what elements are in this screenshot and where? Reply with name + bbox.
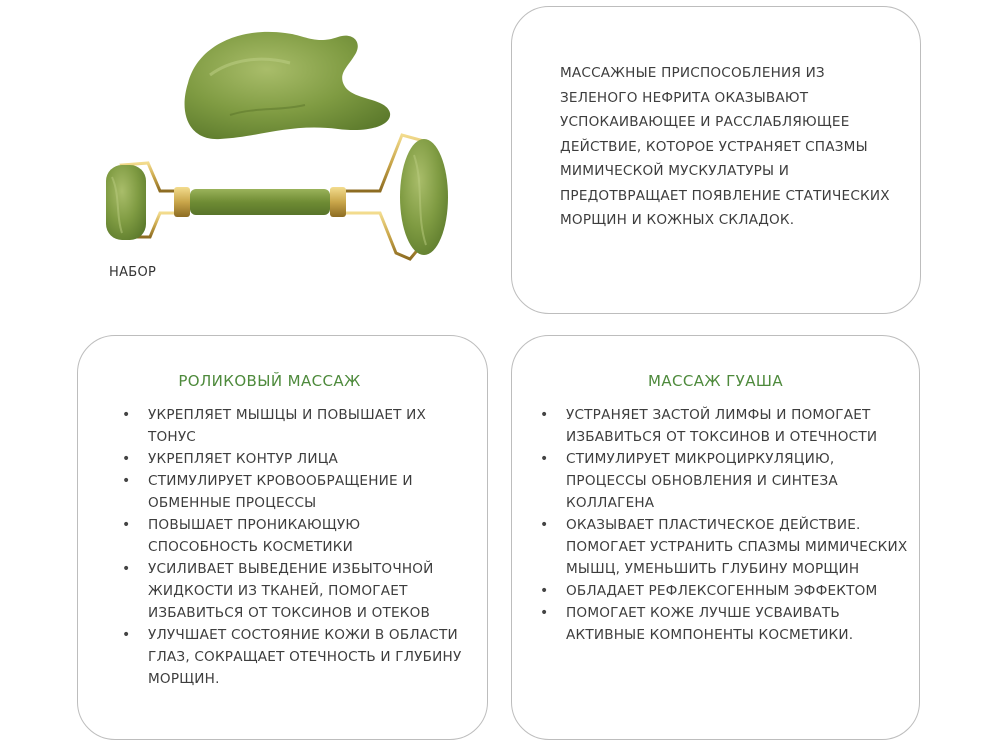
intro-text: МАССАЖНЫЕ ПРИСПОСОБЛЕНИЯ ИЗ ЗЕЛЕНОГО НЕФРИТА ОКАЗЫВАЮТ УСПОКАИВАЮЩЕЕ И РАССЛАБЛЯЮЩЕЕ ДЕЙСТВИЕ, КОТОРОЕ УСТРАНЯЕТ СПАЗМЫ МИМИЧЕСКОЙ МУСКУЛАТУРЫ И ПРЕДОТВРАЩАЕТ ПОЯВЛЕНИЕ СТАТИЧЕСКИХ МОРЩИН И КОЖНЫХ СКЛАДОК. bbox=[560, 65, 890, 228]
list-item: • УКРЕПЛЯЕТ МЫШЦЫ И ПОВЫШАЕТ ИХ ТОНУС bbox=[119, 404, 464, 448]
list-item: • ПОМОГАЕТ КОЖЕ ЛУЧШЕ УСВАИВАТЬ АКТИВНЫЕ КОМПОНЕНТЫ КОСМЕТИКИ. bbox=[537, 602, 912, 646]
jade-roller bbox=[106, 135, 448, 259]
roller-massage-title: РОЛИКОВЫЙ МАССАЖ bbox=[178, 372, 361, 390]
gua-sha-massage-title: МАССАЖ ГУАША bbox=[648, 372, 783, 390]
gua-sha-benefits-list bbox=[537, 404, 912, 646]
list-item: • ПОВЫШАЕТ ПРОНИКАЮЩУЮ СПОСОБНОСТЬ КОСМЕТИКИ bbox=[119, 514, 464, 558]
list-item: • ОКАЗЫВАЕТ ПЛАСТИЧЕСКОЕ ДЕЙСТВИЕ. ПОМОГАЕТ УСТРАНИТЬ СПАЗМЫ МИМИЧЕСКИХ МЫШЦ, УМЕНЬШИТЬ ГЛУБИНУ МОРЩИН bbox=[537, 514, 912, 580]
list-item: • УЛУЧШАЕТ СОСТОЯНИЕ КОЖИ В ОБЛАСТИ ГЛАЗ, СОКРАЩАЕТ ОТЕЧНОСТЬ И ГЛУБИНУ МОРЩИН. bbox=[119, 624, 464, 690]
roller-benefits-list bbox=[119, 404, 464, 690]
list-item: • УСИЛИВАЕТ ВЫВЕДЕНИЕ ИЗБЫТОЧНОЙ ЖИДКОСТИ ИЗ ТКАНЕЙ, ПОМОГАЕТ ИЗБАВИТЬСЯ ОТ ТОКСИНОВ И ОТЕКОВ bbox=[119, 558, 464, 624]
list-item: • СТИМУЛИРУЕТ КРОВООБРАЩЕНИЕ И ОБМЕННЫЕ ПРОЦЕССЫ bbox=[119, 470, 464, 514]
list-item: • УКРЕПЛЯЕТ КОНТУР ЛИЦА bbox=[119, 448, 464, 470]
list-item: • СТИМУЛИРУЕТ МИКРОЦИРКУЛЯЦИЮ, ПРОЦЕССЫ ОБНОВЛЕНИЯ И СИНТЕЗА КОЛЛАГЕНА bbox=[537, 448, 912, 514]
list-item: • УСТРАНЯЕТ ЗАСТОЙ ЛИМФЫ И ПОМОГАЕТ ИЗБАВИТЬСЯ ОТ ТОКСИНОВ И ОТЕЧНОСТИ bbox=[537, 404, 912, 448]
gua-sha-stone bbox=[185, 32, 391, 139]
roller-massage-card bbox=[77, 335, 488, 740]
set-label: НАБОР bbox=[109, 265, 157, 280]
gua-sha-massage-card bbox=[511, 335, 920, 740]
list-item: • ОБЛАДАЕТ РЕФЛЕКСОГЕННЫМ ЭФФЕКТОМ bbox=[537, 580, 912, 602]
intro-card bbox=[511, 6, 921, 314]
jade-massage-set-image bbox=[90, 15, 450, 290]
